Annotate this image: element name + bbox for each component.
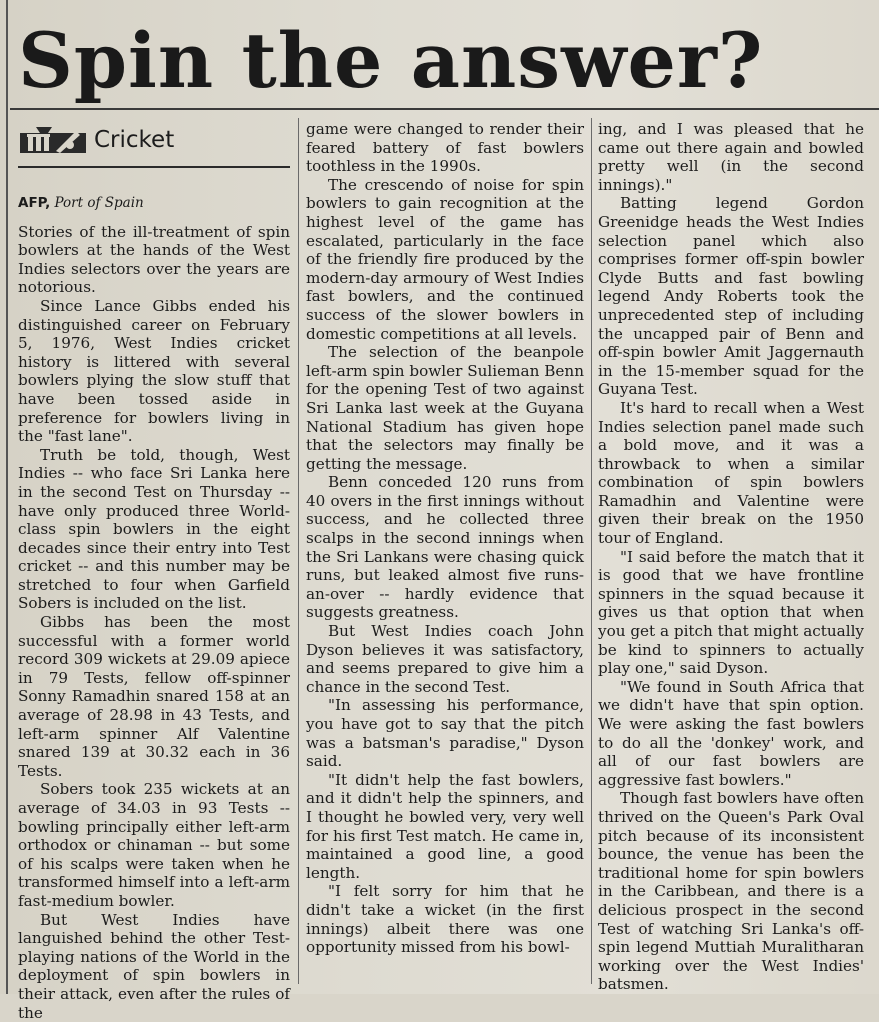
paragraph: ing, and I was pleased that he came out there again and bowled pretty well (in the second innings)." bbox=[598, 120, 864, 194]
kicker-rule bbox=[18, 166, 290, 168]
byline bbox=[18, 194, 290, 213]
column-divider bbox=[591, 118, 592, 984]
headline-rule bbox=[10, 108, 879, 110]
paragraph: "I felt sorry for him that he didn't take a wicket (in the first innings) albeit there was one opportunity missed from his bowl- bbox=[306, 882, 584, 957]
byline-place: Port of Spain bbox=[54, 195, 144, 211]
byline-agency: AFP, bbox=[18, 195, 51, 211]
paragraph: Batting legend Gordon Greenidge heads the West Indies selection panel which also comprises former off-spin bowler Clyde Butts and fast bowling legend Andy Roberts took the unprecedented step of including the uncapped pair of Benn and off-spin bowler Amit Jaggernauth in the 15-member squad for the Guyana Test. bbox=[598, 194, 864, 399]
paragraph: "We found in South Africa that we didn't have that spin option. We were asking the fast bowlers to do all the 'donkey' work, and all of our fast bowlers are aggressive fast bowlers." bbox=[598, 677, 864, 789]
paragraph: "In assessing his performance, you have got to say that the pitch was a batsman's paradise," Dyson said. bbox=[306, 696, 584, 771]
paragraph: Sobers took 235 wickets at an average of 34.03 in 93 Tests -- bowling principally either left-arm orthodox or chinaman -- but some of his scalps were taken when he transformed himself into a left-arm fast-medium bowler. bbox=[18, 780, 290, 910]
section-label: Cricket bbox=[94, 126, 175, 153]
article-column-1 bbox=[18, 118, 290, 1022]
column-divider bbox=[298, 118, 299, 984]
paragraph: But West Indies coach John Dyson believes it was satisfactory, and seems prepared to give him a chance in the second Test. bbox=[306, 622, 584, 696]
headline: Spin the answer? bbox=[18, 16, 764, 105]
paragraph: The crescendo of noise for spin bowlers to gain recognition at the highest level of the game has escalated, particularly in the face of the friendly fire produced by the modern-day armoury of West Indies fast bowlers, and the continued success of the slower bowlers in domestic competitions at all levels. bbox=[306, 175, 584, 343]
section-kicker bbox=[18, 122, 290, 158]
paragraph: Truth be told, though, West Indies -- who face Sri Lanka here in the second Test on Thursday -- have only produced three World-class spin bowlers in the eight decades since their entry into Test cricket -- and this number may be stretched to four when Garfield Sobers is included on the list. bbox=[18, 445, 290, 613]
cricket-logo-icon bbox=[18, 125, 90, 155]
paragraph: The selection of the beanpole left-arm spin bowler Sulieman Benn for the opening Test of two against Sri Lanka last week at the Guyana National Stadium has given hope that the selectors may finally be getting the message. bbox=[306, 343, 584, 473]
paragraph: Since Lance Gibbs ended his distinguished career on February 5, 1976, West Indies cricket history is littered with several bowlers plying the slow stuff that have been tossed aside in preference for bowlers living in the "fast lane". bbox=[18, 296, 290, 446]
article-column-2 bbox=[306, 120, 584, 957]
paragraph: "It didn't help the fast bowlers, and it didn't help the spinners, and I thought he bowled very, very well for his first Test match. He came in, maintained a good line, a good length. bbox=[306, 770, 584, 882]
paragraph: game were changed to render their feared battery of fast bowlers toothless in the 1990s. bbox=[306, 120, 584, 176]
paragraph: Stories of the ill-treatment of spin bowlers at the hands of the West Indies selectors over the years are notorious. bbox=[18, 222, 290, 297]
paragraph: Though fast bowlers have often thrived on the Queen's Park Oval pitch because of its inconsistent bounce, the venue has been the traditional home for spin bowlers in the Caribbean, and there is a delicious prospect in the second Test of watching Sri Lanka's off-spin legend Muttiah Muralitharan working over the West Indies' batsmen. bbox=[598, 789, 864, 994]
left-edge-rule bbox=[6, 0, 8, 994]
paragraph: It's hard to recall when a West Indies selection panel made such a bold move, and it was a throwback to when a similar combination of spin bowlers Ramadhin and Valentine were given their break on the 1950 tour of England. bbox=[598, 398, 864, 548]
article-column-3 bbox=[598, 120, 864, 994]
paragraph: But West Indies have languished behind the other Test-playing nations of the World in the deployment of spin bowlers in their attack, even after the rules of the bbox=[18, 910, 290, 1022]
paragraph: "I said before the match that it is good that we have frontline spinners in the squad because it gives us that option that when you get a pitch that might actually be kind to spinners to actually play one," said Dyson. bbox=[598, 547, 865, 678]
paragraph: Gibbs has been the most successful with a former world record 309 wickets at 29.09 apiece in 79 Tests, fellow off-spinner Sonny Ramadhin snared 158 at an average of 28.98 in 43 Tests, and left-arm spinner Alf Valentine snared 139 at 30.32 each in 36 Tests. bbox=[18, 613, 290, 780]
paragraph: Benn conceded 120 runs from 40 overs in the first innings without success, and he collected three scalps in the second innings when the Sri Lankans were chasing quick runs, but leaked almost five runs-an-over -- hardly evidence that suggests greatness. bbox=[306, 473, 584, 622]
